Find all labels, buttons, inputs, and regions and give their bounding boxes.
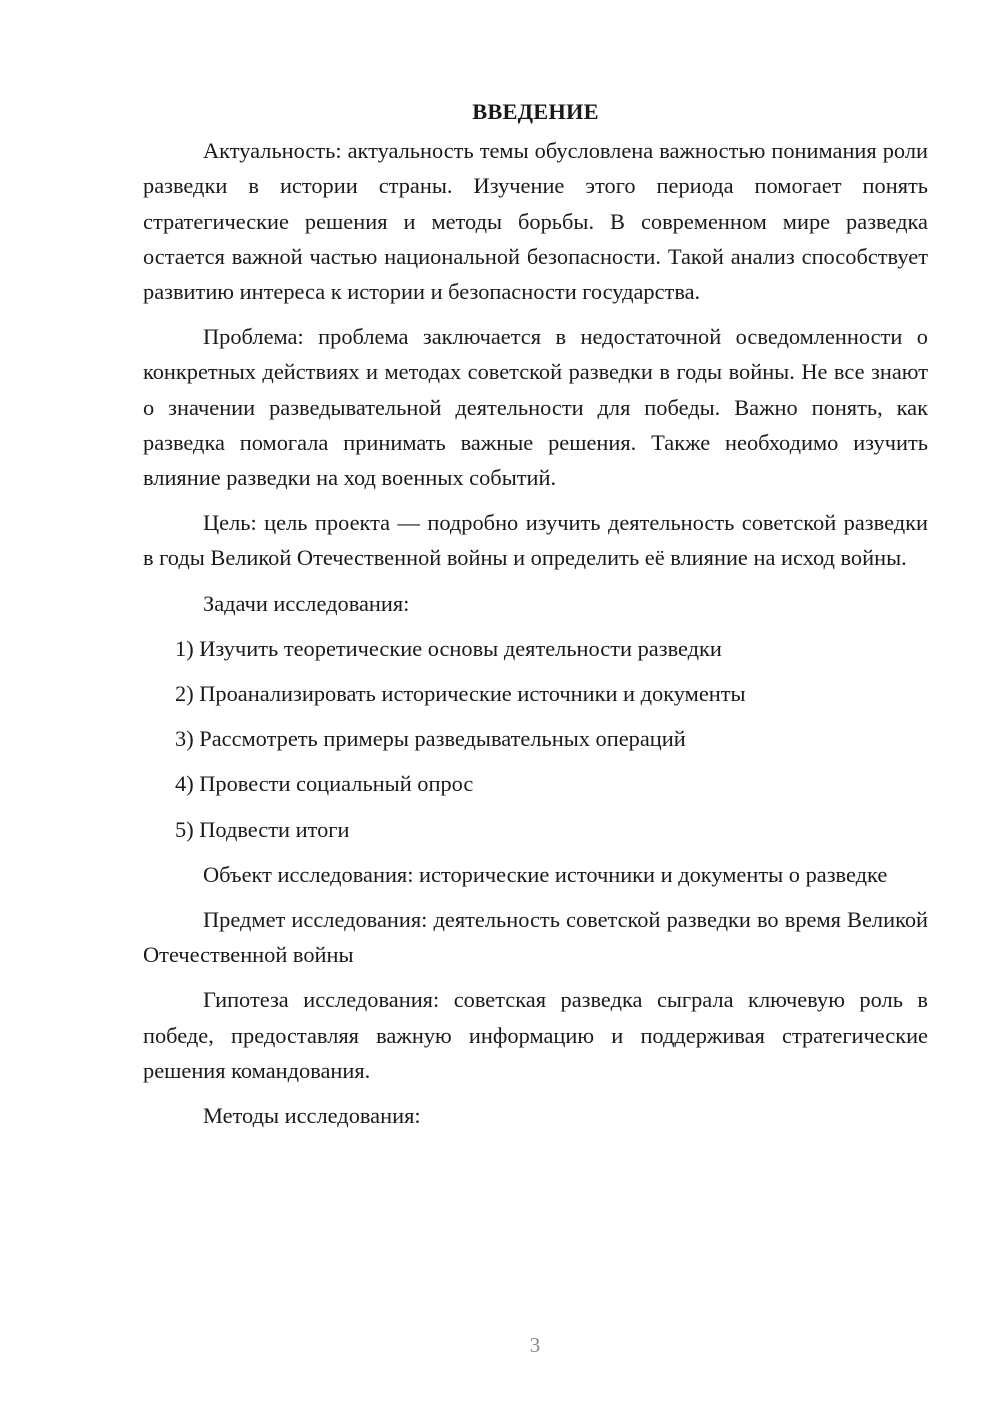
page-content	[143, 94, 928, 1143]
paragraph-relevance: Актуальность: актуальность темы обусловлена важностью понимания роли разведки в истории страны. Изучение этого периода помогает понять стратегические решения и методы борьбы. В современном мире разведка остается важной частью национальной безопасности. Такой анализ способствует развитию интереса к истории и безопасности государства.	[143, 138, 928, 305]
paragraph-hypothesis: Гипотеза исследования: советская разведка сыграла ключевую роль в победе, предоставляя важную информацию и поддерживая стратегические решения командования.	[143, 987, 928, 1083]
list-item: 3) Рассмотреть примеры разведывательных операций	[175, 726, 686, 752]
paragraph-subject: Предмет исследования: деятельность советской разведки во время Великой Отечественной войны	[143, 907, 928, 968]
list-item: 4) Провести социальный опрос	[175, 771, 474, 797]
list-item: 1) Изучить теоретические основы деятельности разведки	[175, 635, 722, 661]
section-title: ВВЕДЕНИЕ	[472, 99, 599, 124]
paragraph-goal: Цель: цель проекта — подробно изучить деятельность советской разведки в годы Великой Отечественной войны и определить её влияние на исход войны.	[143, 510, 928, 571]
tasks-list	[143, 631, 928, 847]
paragraph-problem: Проблема: проблема заключается в недостаточной осведомленности о конкретных действиях и методах советской разведки в годы войны. Не все знают о значении разведывательной деятельности для победы. Важно понять, как разведка помогала принимать важные решения. Также необходимо изучить влияние разведки на ход военных событий.	[143, 324, 928, 491]
page-number: 3	[529, 1333, 541, 1357]
list-item: 2) Проанализировать исторические источники и документы	[175, 681, 746, 707]
methods-heading: Методы исследования:	[203, 1103, 421, 1129]
paragraph-object: Объект исследования: исторические источники и документы о разведке	[203, 861, 888, 887]
tasks-heading: Задачи исследования:	[203, 590, 410, 616]
list-item: 5) Подвести итоги	[175, 816, 350, 842]
